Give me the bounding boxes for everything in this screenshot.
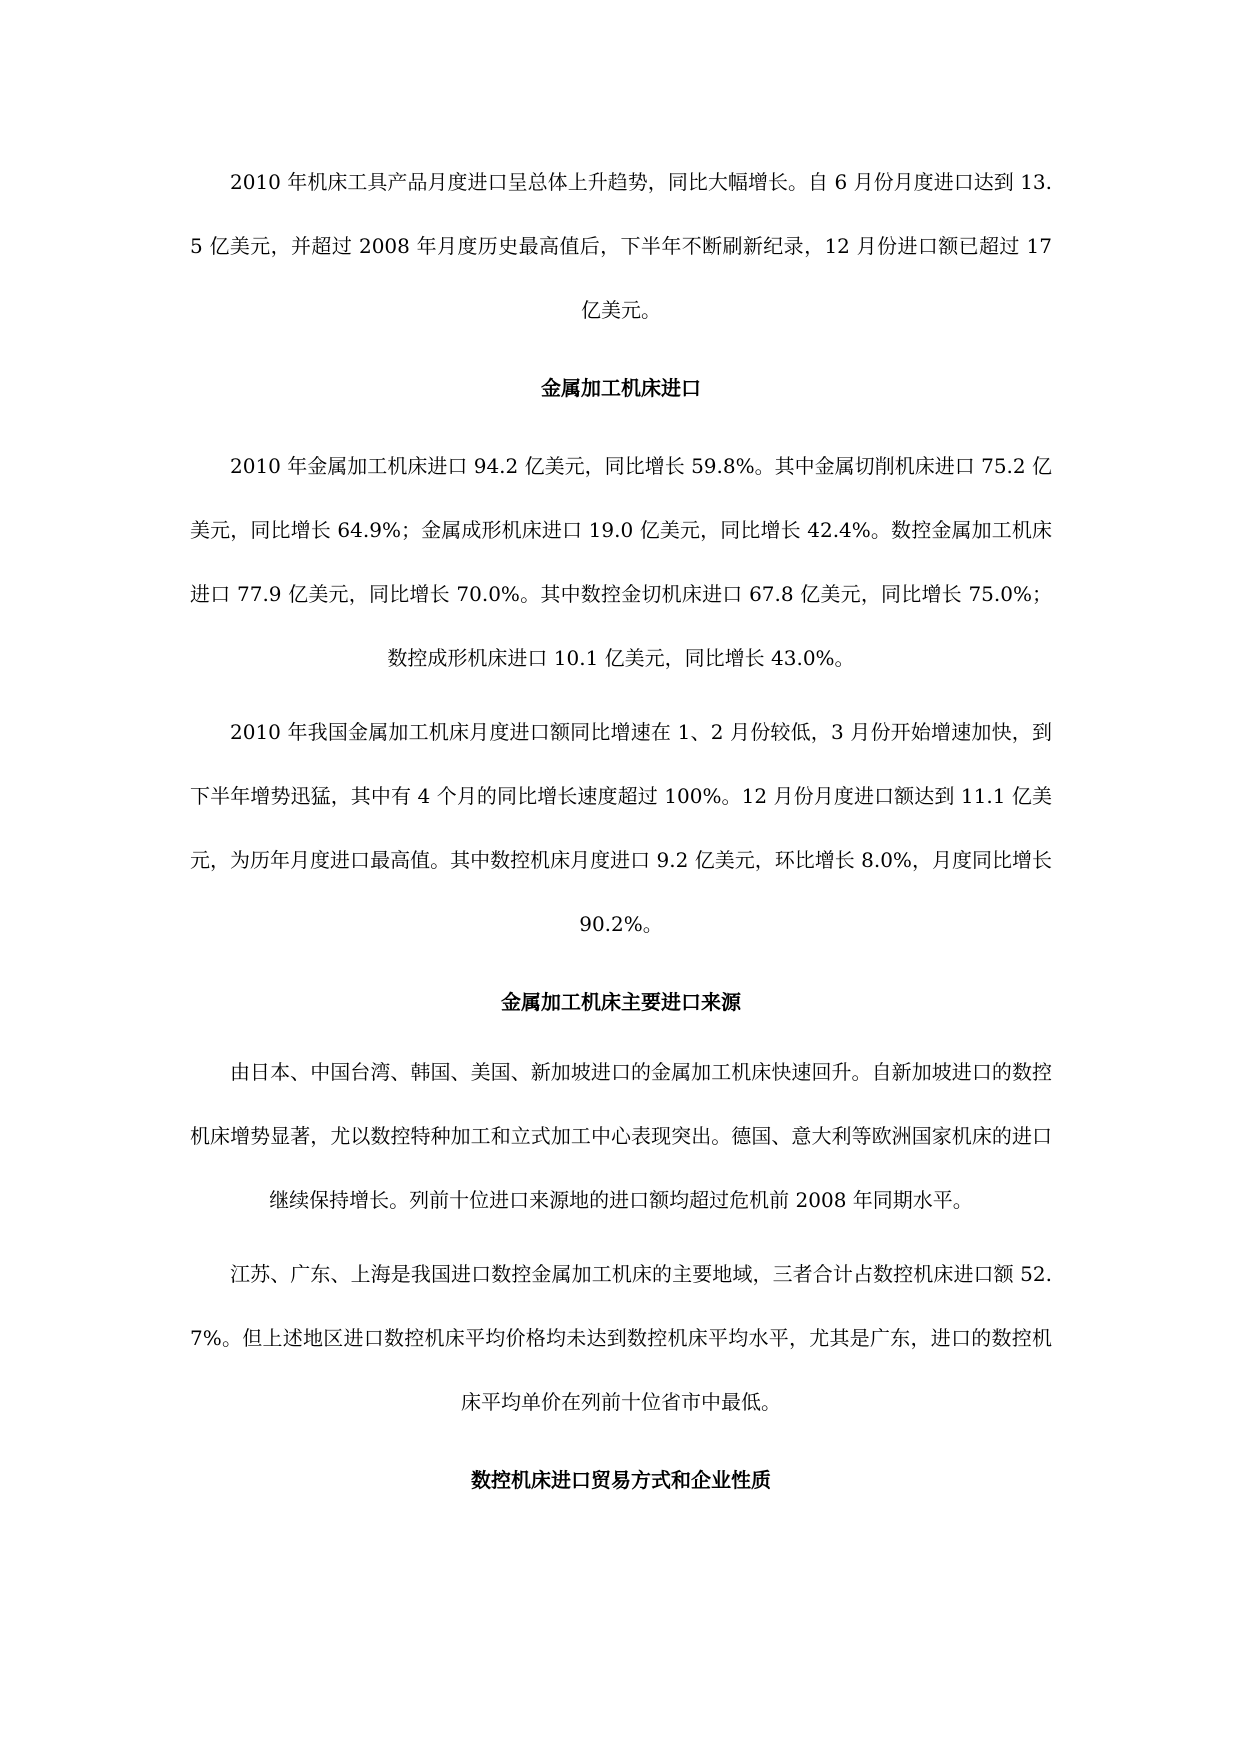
paragraph-source-countries: 由日本、中国台湾、韩国、美国、新加坡进口的金属加工机床快速回升。自新加坡进口的数控机床增势显著，尤以数控特种加工和立式加工中心表现突出。德国、意大利等欧洲国家机床的进口继续保持增长。列前十位进口来源地的进口额均超过危机前 2008 年同期水平。 bbox=[190, 1060, 1052, 1212]
paragraph-import-regions: 江苏、广东、上海是我国进口数控金属加工机床的主要地域，三者合计占数控机床进口额 52.7%。但上述地区进口数控机床平均价格均未达到数控机床平均水平，尤其是广东，进口的数控机床平均单价在列前十位省市中最低。 bbox=[190, 1262, 1052, 1414]
section-heading-import-sources: 金属加工机床主要进口来源 bbox=[501, 990, 741, 1014]
document-page bbox=[190, 150, 1052, 1512]
paragraph-monthly-import-trend: 2010 年机床工具产品月度进口呈总体上升趋势，同比大幅增长。自 6 月份月度进口达到 13.5 亿美元，并超过 2008 年月度历史最高值后，下半年不断刷新纪录，12 月份进口额已超过 17 亿美元。 bbox=[190, 170, 1052, 322]
paragraph-import-totals: 2010 年金属加工机床进口 94.2 亿美元，同比增长 59.8%。其中金属切削机床进口 75.2 亿美元，同比增长 64.9%；金属成形机床进口 19.0 亿美元，同比增长 42.4%。数控金属加工机床进口 77.9 亿美元，同比增长 70.0%。其中数控金切机床进口 67.8 亿美元，同比增长 75.0%；数控成形机床进口 10.1 亿美元，同比增长 43.0%。 bbox=[190, 454, 1052, 670]
section-heading-trade-mode: 数控机床进口贸易方式和企业性质 bbox=[471, 1468, 771, 1492]
paragraph-monthly-growth: 2010 年我国金属加工机床月度进口额同比增速在 1、2 月份较低，3 月份开始增速加快，到下半年增势迅猛，其中有 4 个月的同比增长速度超过 100%。12 月份月度进口额达到 11.1 亿美元，为历年月度进口最高值。其中数控机床月度进口 9.2 亿美元，环比增长 8.0%，月度同比增长 90.2%。 bbox=[190, 720, 1052, 936]
section-heading-metal-machine-import: 金属加工机床进口 bbox=[541, 376, 701, 400]
